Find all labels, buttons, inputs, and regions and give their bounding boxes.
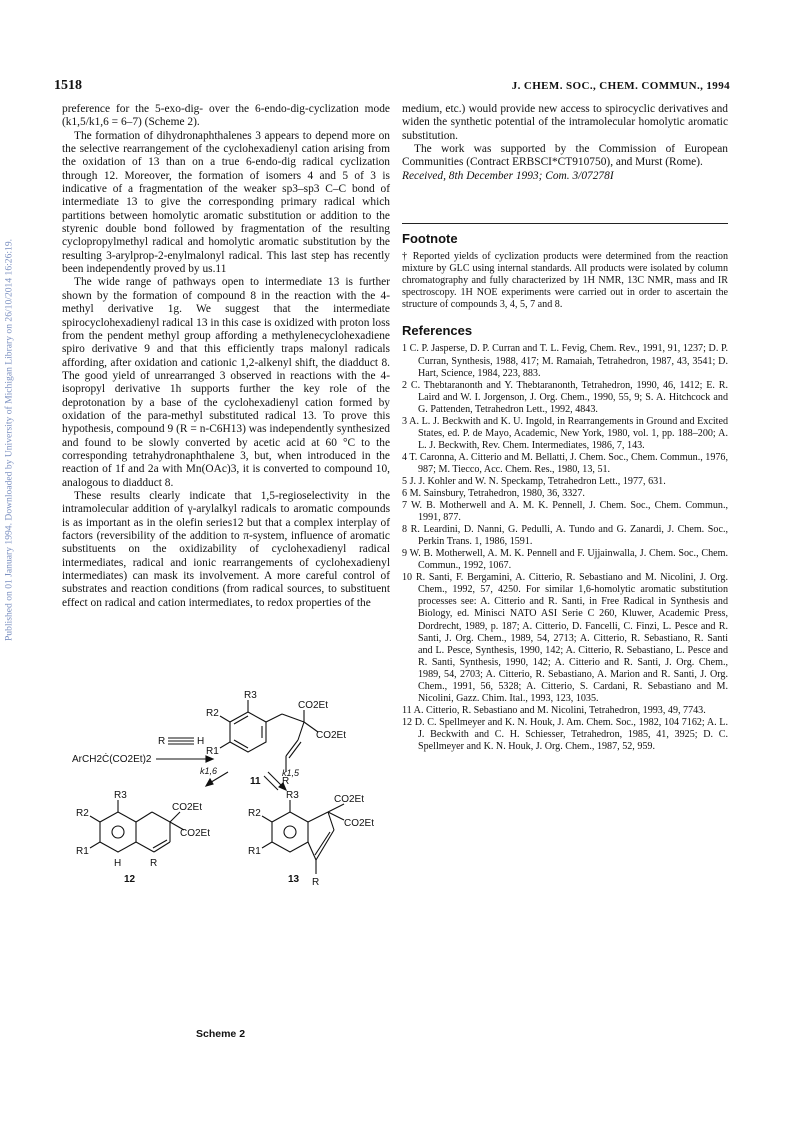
compound-12-label: 12: [124, 874, 136, 885]
alkyne-h-label: H: [197, 736, 205, 747]
reference-item: 8 R. Leardini, D. Nanni, G. Pedulli, A. Tundo and G. Zanardi, J. Chem. Soc., Perkin Trans. 1, 1986, 1591.: [402, 524, 728, 548]
r-label: R: [150, 858, 158, 869]
page-number: 1518: [54, 78, 82, 93]
reactant-label: ArCH2Ċ(CO2Et)2: [72, 754, 152, 765]
compound-11-label: 11: [250, 776, 261, 787]
r1-label: R1: [206, 746, 219, 757]
r1-label: R1: [248, 846, 261, 857]
r2-label: R2: [248, 808, 261, 819]
journal-header: J. CHEM. SOC., CHEM. COMMUN., 1994: [511, 80, 730, 92]
reference-item: 7 W. B. Motherwell and A. M. K. Pennell, J. Chem. Soc., Chem. Commun., 1991, 877.: [402, 500, 728, 524]
k16-label: k1,6: [200, 766, 218, 776]
co2et-label: CO2Et: [344, 818, 375, 829]
reference-item: 3 A. L. J. Beckwith and K. U. Ingold, in Rearrangements in Ground and Excited States, ed. P. de Mayo, Academic, New York, 1980, vol. 1, pp. 188–200; A. L. J. Beckwith, Rev. Chem. Intermediates, 1986, 7, 143.: [402, 415, 728, 451]
r2-label: R2: [206, 708, 219, 719]
footnote-text: † Reported yields of cyclization products were determined from the reaction mixture by GLC using internal standards. All products were isolated by column chromatography and fully characterized by 1H NMR, 13C NMR, mass and IR spectroscopy. 1H NOE experiments were carried out in order to ascertain the structure of compounds 3, 4, 5, 7 and 8.: [402, 251, 728, 311]
received-line: Received, 8th December 1993; Com. 3/07278I: [402, 169, 614, 182]
r3-label: R3: [286, 790, 299, 801]
section-divider: [402, 223, 728, 224]
compound-13-label: 13: [288, 874, 300, 885]
scheme-2-diagram: [72, 680, 392, 1025]
body-paragraph: The formation of dihydronaphthalenes 3 appears to depend more on the selective rearrangement of the cyclohexadienyl cation arising from the oxidation of 13 than on a true 6-endo-dig radical cyclization through 12. Moreover, the formation of isomers 4 and 5 of 3 is indicative of a fragmentation of the weaker sp3–sp3 C–C bond of intermediate 13 to give the corresponding primary radical which partitions between homolytic aromatic substitution or addition to the styrenic double bond followed by fragmentation of the resulting cyclopropylmethyl radical and homolytic aromatic substitution by the resulting 3-arylprop-2-enylmalonyl radical. This last step has recently been independently proved by us.11: [62, 129, 390, 276]
r3-label: R3: [244, 690, 257, 701]
references-section: [402, 325, 728, 753]
co2et-label: CO2Et: [172, 802, 203, 813]
r3-label: R3: [114, 790, 127, 801]
alkyne-r-label: R: [158, 736, 166, 747]
body-paragraph: preference for the 5-exo-dig- over the 6-endo-dig-cyclization mode (k1,5/k1,6 = 6–7) (Scheme 2).: [62, 103, 390, 129]
references-heading: References: [402, 323, 473, 339]
body-paragraph: The wide range of pathways open to intermediate 13 is further shown by the formation of compound 8 in the reaction with the 4-methyl derivative 1g. We suggest that the intermediate spirocyclohexadienyl radical 13 in this case is oxidized with proton loss from the pendent methyl group affording a methylenecyclohexadiene spiro derivative 9 and that this efficiently traps malonyl radicals affording, after oxidation and cationic 1,2-alkenyl shift, the diadduct 8. The good yield of unrearranged 3 observed in reactions with the 4-isopropyl derivative 1h supports further the key role of the deprotonation by a base of the cyclohexadienyl cation formed by oxidation of the para-methyl substituted radical 13. To prove this hypothesis, compound 9 (R = n-C6H13) was independently synthesized and found to be slowly converted by acetic acid at 60 °C to the corresponding tetrahydronaphthalene 3, but, when introduced in the reaction of 1f and 2a with Mn(OAc)3, it is converted to compound 10, analogous to diadduct 8.: [62, 276, 390, 489]
co2et-label: CO2Et: [316, 730, 347, 741]
co2et-label: CO2Et: [180, 828, 211, 839]
body-paragraph: These results clearly indicate that 1,5-regioselectivity in the intramolecular addition of γ-arylalkyl radicals to aromatic compounds is as important as in the olefin series12 but that a complex interplay of factors (reversibility of the addition to π-system, influence of aromatic substituents on the oxidizability of cyclohexadienyl radical intermediates, radical and ionic rearrangements of cyclohexadienyl intermediates) can mask its involvement. A more careful control of substrates and reaction conditions (from radical sources, to substituent effect on radical and cation intermediates, to redox properties of the: [62, 489, 390, 609]
acknowledgement: The work was supported by the Commission of European Communities (Contract ERBSCI*CT910750), and Murst (Rome).: [402, 143, 728, 169]
reference-item: 11 A. Citterio, R. Sebastiano and M. Nicolini, Tetrahedron, 1993, 49, 7743.: [402, 704, 706, 716]
reference-item: 10 R. Santi, F. Bergamini, A. Citterio, R. Sebastiano and M. Nicolini, J. Org. Chem., 1992, 57, 4250. For similar 1,6-homolytic aromatic substitution processes see: A. Citterio and R. Santi, in Free Radical in Synthesis and Biology, ed. Minisci NATO ASI Serie C 260, Kluwer, Academic Press, Dordrecht, 1989, p. 187; A. Citterio, D. Fancelli, C. Finzi, L. Pesce and R. Santi, J. Org. Chem., 1989, 54, 2713; A. Citterio, R. Sebastiano, R. Santi and L. Pesce, Synthesis, 1990, 142; A. Citterio, R. Sebastiano, L. Pesce and R. Santi, Synthesis, 1990, 142; A. Citterio and R. Santi, J. Org. Chem., 1989, 54, 2703; A. Citterio, R. Sebastiano, A. Marion and R. Santi, J. Org. Chem., 1991, 56, 5328; A. Citterio, S. Cardani, R. Sebastiano and M. Nicolini, Gazz. Chim. Ital., 1993, 123, 1035.: [402, 572, 728, 704]
body-paragraph: medium, etc.) would provide new access to spirocyclic derivatives and widen the synthetic potential of the intramolecular homolytic aromatic substitution.: [402, 103, 728, 142]
reference-item: 1 C. P. Jasperse, D. P. Curran and T. L. Fevig, Chem. Rev., 1991, 91, 1237; D. P. Curran, Synthesis, 1988, 417; M. Ramaiah, Tetrahedron, 1987, 43, 3541; D. Hart, Science, 1984, 223, 883.: [402, 343, 728, 379]
reference-item: 12 D. C. Spellmeyer and K. N. Houk, J. Am. Chem. Soc., 1982, 104 7162; A. L. J. Beckwith and C. H. Schiesser, Tetrahedron, 1985, 41, 3925; D. C. Spellmeyer and K. N. Houk, J. Org. Chem., 1987, 52, 959.: [402, 716, 728, 752]
reference-item: 6 M. Sainsbury, Tetrahedron, 1980, 36, 3327.: [402, 488, 585, 500]
r-label: R: [312, 877, 320, 888]
footnote-heading: Footnote: [402, 231, 458, 247]
scheme-caption: Scheme 2: [196, 1028, 246, 1040]
k15-label: k1,5: [282, 768, 300, 778]
co2et-label: CO2Et: [298, 700, 329, 711]
reference-item: 4 T. Caronna, A. Citterio and M. Bellatti, J. Chem. Soc., Chem. Commun., 1976, 987; M. Tiecco, Acc. Chem. Res., 1980, 13, 51.: [402, 451, 728, 475]
download-watermark: [2, 120, 16, 760]
r-label: R: [282, 776, 290, 787]
r1-label: R1: [76, 846, 89, 857]
watermark-text: Published on 01 January 1994. Downloaded by University of Michigan Library on 26/10/2014 16:26:19.: [3, 238, 15, 642]
left-column: [62, 103, 390, 610]
reference-item: 5 J. J. Kohler and W. N. Speckamp, Tetrahedron Lett., 1977, 631.: [402, 475, 666, 487]
r2-label: R2: [76, 808, 89, 819]
right-column: [402, 103, 728, 753]
h-label: H: [114, 858, 122, 869]
co2et-label: CO2Et: [334, 794, 365, 805]
reference-item: 9 W. B. Motherwell, A. M. K. Pennell and F. Ujjainwalla, J. Chem. Soc., Chem. Commun., 1992, 1067.: [402, 548, 728, 572]
reference-item: 2 C. Thebtaranonth and Y. Thebtaranonth, Tetrahedron, 1990, 46, 1412; E. R. Laird and W. I. Jorgenson, J. Org. Chem., 1990, 55, 9; S. A. Hitchcock and G. Pattenden, Tetrahedron Lett., 1992, 4843.: [402, 379, 728, 415]
